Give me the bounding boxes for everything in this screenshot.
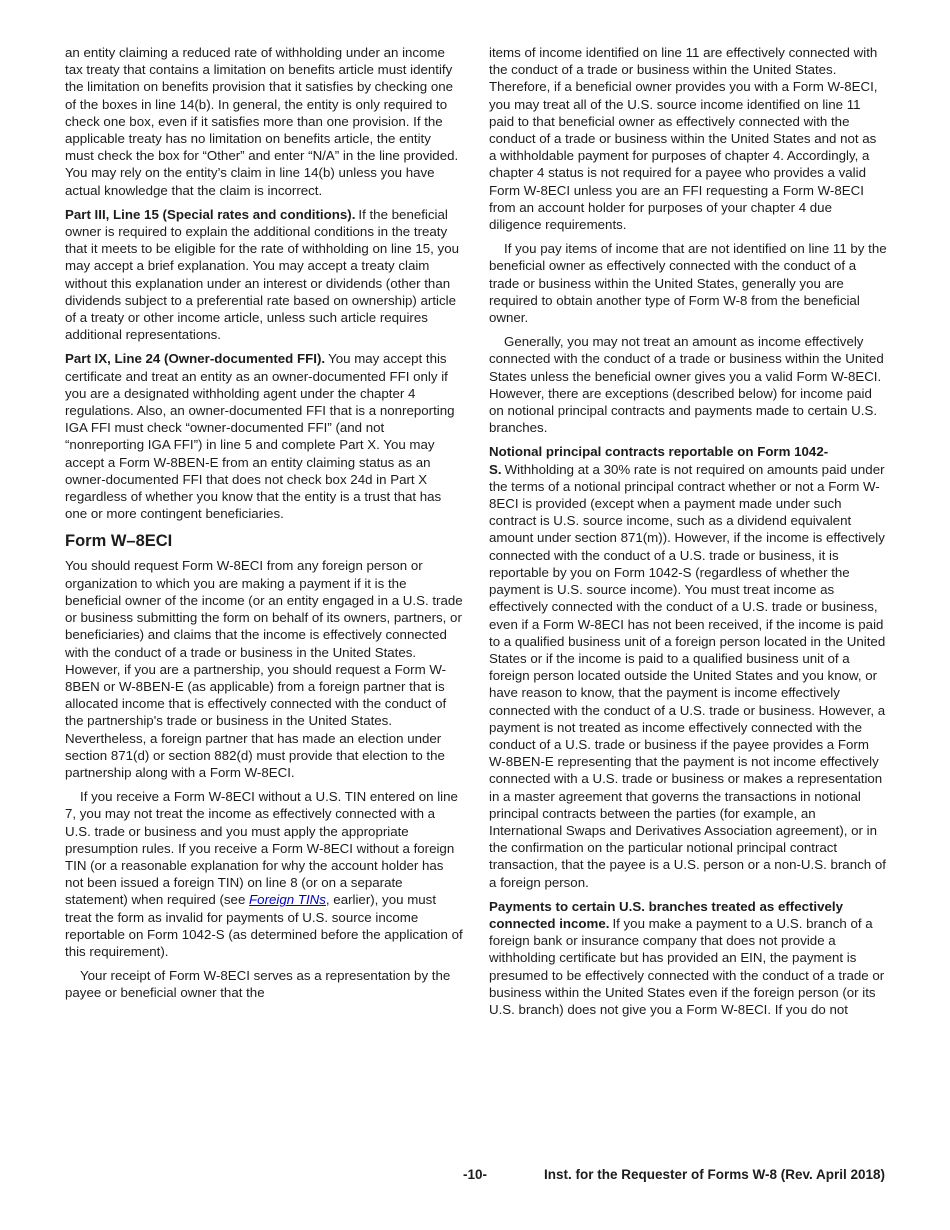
section-heading-form-w8eci: Form W–8ECI — [65, 532, 173, 551]
footer-doc-title: Inst. for the Requester of Forms W-8 (Rev. April 2018) — [543, 1167, 885, 1182]
paragraph-text: Withholding at a 30% rate is not required on amounts paid under the terms of a notional principal contract whether or not a Form W-8ECI is provided (except when a payment made under such contract is U.S. source income, such as a dividend equivalent amount under section 871(m)). However, if the income is effectively connected with the conduct of a U.S. trade or business, it is reportable by you on Form 1042-S (regardless of whether the payment is U.S. source income). You must treat income as effectively connected with the conduct of a U.S. trade or business, even if a Form W-8ECI has not been received, if the income is paid to a qualified business unit of a foreign person located in the United States or if the income is paid to a qualified business unit of a foreign person located outside the United States and you know, or have reason to know, that the payment is income effectively connected with the conduct of a U.S. trade or business. However, a payment is not treated as income effectively connected with the conduct of a U.S. trade or business if the payee provides a Form W-8BEN-E representing that the payment is not income effectively connected with a U.S. trade or business or makes a representation in a master agreement that governs the transactions in notional principal contracts between the parties (for example, an International Swaps and Derivatives Association agreement), or in the confirmation on the particular notional principal contract transaction, that the payee is a U.S. person or a non-U.S. branch of a foreign person. — [489, 461, 886, 890]
paragraph-part-ix-line-24 — [65, 350, 463, 522]
paragraph-form-w8eci-intro: You should request Form W-8ECI from any foreign person or organization to which you are making a payment if it is the beneficial owner of the income (or an entity engaged in a U.S. trade or business submitting the form on behalf of its owners, partners, or beneficiaries) and claims that the income is effectively connected with the conduct of a trade or business in the United States. However, if you are a partnership, you should request a Form W-8BEN or W-8BEN-E (as applicable) from a foreign partner that is allocated income that is effectively connected with the conduct of the partnership's trade or business in the United States. Nevertheless, a foreign partner that has made an election under section 871(d) or section 882(d) must provide that election to the partnership along with a Form W-8ECI. — [65, 558, 463, 780]
paragraph-text: If you receive a Form W-8ECI without a U.S. TIN entered on line 7, you may not treat the income as effectively connected with a U.S. trade or business and you must apply the appropriate presumption rules. If you receive a Form W-8ECI without a foreign TIN (or a reasonable explanation for why the account holder has not been issued a foreign TIN) on line 8 (or on a separate statement) when required (see — [65, 789, 458, 908]
paragraph-notional-principal — [489, 443, 887, 890]
paragraph-text: , earlier), you must treat the form as invalid for payments of U.S. source income reportable on Form 1042-S (as determined before the application of this requirement). — [65, 892, 463, 959]
left-column — [65, 44, 463, 1025]
runin-heading: Part IX, Line 24 (Owner-documented FFI). — [65, 351, 326, 367]
paragraph-continuation: items of income identified on line 11 are effectively connected with the conduct of a trade or business within the United States. Therefore, if a beneficial owner provides you with a Form W-8ECI, you may treat all of the U.S. source income identified on line 11 paid to that beneficial owner as effectively connected with the conduct of a trade or business within the United States and not as a withholdable payment for purposes of chapter 4. Accordingly, a chapter 4 status is not required for a payee who provides a valid Form W-8ECI unless you are an FFI requesting a Form W-8ECI from an account holder for purposes of your chapter 4 due diligence requirements. — [489, 45, 878, 233]
paragraph-part-iii-line-15 — [65, 206, 463, 344]
paragraph-text: If the beneficial owner is required to explain the additional conditions in the treaty that it meets to be eligible for the rate of withholding on line 15, you may accept a brief explanation. You may accept a treaty claim without this explanation under an interest or dividends (other than dividends subject to a preferential rate based on ownership) article of a treaty or other income article, unless such article requires additional representations. — [65, 206, 459, 343]
runin-heading: Notional principal contracts reportable on Form 1042-S. — [489, 444, 829, 477]
paragraph-no-tin — [65, 788, 463, 960]
runin-heading: Payments to certain U.S. branches treated as effectively connected income. — [489, 898, 843, 931]
right-column — [489, 44, 887, 1025]
paragraph-generally: Generally, you may not treat an amount as income effectively connected with the conduct of a trade or business within the United States unless the beneficial owner gives you a valid Form W-8ECI. However, there are exceptions (described below) for income paid on notional principal contracts and payments made to certain U.S. branches. — [489, 334, 884, 436]
page-footer — [65, 1166, 885, 1184]
paragraph-text: You may accept this certificate and treat an entity as an owner-documented FFI only if you are a designated withholding agent under the chapter 4 regulations. Also, an owner-documented FFI that is a nonreporting IGA FFI must check “owner-documented FFI” (and not “nonreporting IGA FFI”) in line 5 and complete Part X. You may accept a Form W-8BEN-E from an entity claiming status as an owner-documented FFI that does not check box 24d in Part X regardless of whether you know that the entity is a trust that has one or more contingent beneficiaries. — [65, 351, 455, 522]
paragraph-text: If you make a payment to a U.S. branch of a foreign bank or insurance company that does not provide a withholding certificate but has provided an EIN, the payment is presumed to be effectively connected with the conduct of a trade or business within the United States even if the foreign person (or its U.S. branch) does not give you a Form W-8ECI. If you do not — [489, 915, 885, 1017]
paragraph-receipt: Your receipt of Form W-8ECI serves as a representation by the payee or beneficial owner that the — [65, 968, 451, 1001]
paragraph-items-not-identified: If you pay items of income that are not identified on line 11 by the beneficial owner as effectively connected with the conduct of a trade or business within the United States, generally you are required to obtain another type of Form W-8 from the beneficial owner. — [489, 241, 887, 326]
page-number: -10- — [462, 1167, 488, 1182]
foreign-tins-link[interactable]: Foreign TINs — [249, 892, 326, 908]
runin-heading: Part III, Line 15 (Special rates and conditions). — [65, 206, 356, 222]
paragraph-us-branches — [489, 898, 887, 1018]
paragraph-continuation: an entity claiming a reduced rate of withholding under an income tax treaty that contains a limitation on benefits article must identify the limitation on benefits provision that it satisfies by checking one of the boxes in line 14(b). In general, the entity is only required to check one box, even if it satisfies more than one provision. If the applicable treaty has no limitation on benefits article, the entity must check the box for “Other” and enter “N/A” in the line provided. You may rely on the entity’s claim in line 14(b) unless you have actual knowledge that the claim is incorrect. — [65, 45, 459, 198]
